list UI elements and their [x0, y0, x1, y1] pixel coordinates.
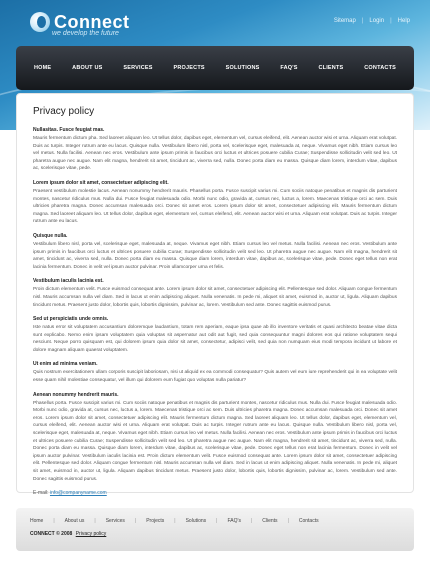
nav-item-projects[interactable]: PROJECTS: [173, 65, 205, 71]
section-heading: Quisque nulla.: [33, 232, 68, 239]
nav-item-services[interactable]: SERVICES: [123, 65, 153, 71]
nav-item-faqs[interactable]: FAQ'S: [280, 65, 298, 71]
section-heading: Lorem ipsum dolor sit amet, consectetuer adipiscing elit.: [33, 179, 169, 186]
section-text: Vestibulum libero nisl, porta vel, scelerisque eget, malesuada at, neque. Vivamus eget nibh. Etiam cursus leo vel metus. Nulla facilisi. Aenean nec eros. Vestibulum ante ipsum primis in faucibus orci luctus et ultrices posuere cubilia Curae; Suspendisse sollicitudin velit sed leo. Ut pharetra augue nec augue. Nam elit magna, hendrerit sit amet, tincidunt ac, viverra sed, nulla. Donec porta diam eu massa. Quisque diam lorem, interdum vitae, dapibus ac, scelerisque vitae, pede. Donec eget tellus non erat lacinia fermentum. Donec in velit vel ipsum auctor pulvinar. Proin ullamcorper urna et felis.: [33, 241, 397, 270]
top-link-login[interactable]: Login: [369, 18, 385, 24]
footer-link-about-us[interactable]: About us: [64, 518, 85, 524]
policy-section: [33, 233, 397, 271]
separator: |: [94, 518, 96, 524]
separator: |: [134, 518, 137, 524]
brand-tagline: we develop the future: [52, 30, 119, 37]
separator: |: [287, 518, 289, 524]
top-link-help[interactable]: Help: [397, 18, 410, 24]
section-heading: Ut enim ad minima veniam.: [33, 361, 98, 368]
footer-nav: [30, 518, 400, 524]
section-text: Phasellus porta. Fusce suscipit varius mi. Cum sociis natoque penatibus et magnis dis parturient montes, nascetur ridiculus mus. Nulla dui. Fusce feugiat malesuada odio. Morbi nunc odio, gravida at, cursus nec, luctus a, lorem. Maecenas tristique orci ac sem. Duis ultricies pharetra magna. Donec accumsan malesuada orci. Donec sit amet eros. Lorem ipsum dolor sit amet, consectetuer adipiscing elit. Mauris fermentum dictum magna. Sed laoreet aliquam leo. Ut tellus dolor, dapibus eget, elementum vel, cursus eleifend, elit. Aenean auctor wisi et urna. Aliquam erat volutpat. Duis ac turpis. Integer rutrum ante eu lacus. Quisque nulla. Vestibulum libero nisl, porta vel, scelerisque eget, malesuada at, neque. Vivamus eget nibh. Etiam cursus leo vel metus. Nulla facilisi. Aenean nec eros. Vestibulum ante ipsum primis in faucibus orci luctus et ultrices posuere cubilia Curae; Suspendisse sollicitudin velit sed leo. Ut pharetra augue nec augue. Nam elit magna, hendrerit sit amet, tincidunt ac, viverra sed, nulla. Donec porta diam eu massa. Quisque diam lorem, interdum vitae, dapibus ac, scelerisque vitae, pede. Donec eget tellus non erat lacinia fermentum. Donec in velit vel ipsum auctor pulvinar. Vestibulum iaculis lacinia est. Proin dictum elementum velit. Fusce euismod consequat ante. Lorem ipsum dolor sit amet, consectetuer adipiscing elit. Pellentesque sed dolor. Aliquam congue fermentum nisl. Mauris accumsan nulla vel diam. Sed in lacus ut enim adipiscing aliquet. Nulla venenatis. In pede mi, aliquet sit amet, euismod in, auctor ut, ligula. Aliquam dapibus tincidunt metus. Praesent justo dolor, lobortis quis, lobortis dignissim, pulvinar ac, lorem. Vestibulum sed ante. Donec sagittis euismod purus.: [33, 400, 397, 482]
page-title: Privacy policy: [33, 106, 95, 117]
logo-icon: [30, 12, 50, 32]
footer: [16, 508, 414, 551]
separator: |: [53, 518, 55, 524]
policy-section: [33, 392, 397, 484]
policy-section: [33, 316, 397, 354]
brand-name: Connect: [54, 12, 130, 32]
policy-section: [33, 361, 397, 384]
top-link-sitemap[interactable]: Sitemap: [333, 18, 356, 24]
footer-link-solutions[interactable]: Solutions: [185, 518, 207, 524]
copyright-text: CONNECT © 2008: [30, 531, 73, 537]
footer-link-projects[interactable]: Projects: [146, 518, 165, 524]
email-label: E-mail:: [33, 490, 49, 497]
email-link[interactable]: info@companyname.com: [49, 490, 107, 497]
section-heading: Aenean nonummy hendrerit mauris.: [33, 391, 119, 398]
logo[interactable]: [30, 12, 130, 32]
footer-link-home[interactable]: Home: [30, 518, 44, 524]
separator: |: [174, 518, 176, 524]
footer-link-clients[interactable]: Clients: [262, 518, 278, 524]
separator: |: [390, 18, 392, 24]
section-text: Praesent vestibulum molestie lacus. Aenean nonummy hendrerit mauris. Phasellus porta. Fusce suscipit varius mi. Cum sociis natoque penatibus et magnis dis parturient montes, nascetur ridiculus mus. Nulla dui. Fusce feugiat malesuada odio. Morbi nunc odio, gravida at, cursus nec, luctus a, lorem. Maecenas tristique orci ac sem. Duis ultricies pharetra magna. Donec accumsan malesuada orci. Donec sit amet eros. Lorem ipsum dolor sit amet, consectetuer adipiscing elit. Mauris fermentum dictum magna. Sed laoreet aliquam leo. Ut tellus dolor, dapibus eget, elementum vel, cursus eleifend, elit. Aenean auctor wisi et urna. Aliquam erat volutpat. Duis ac turpis. Integer rutrum ante eu lacus.: [33, 188, 397, 225]
separator: |: [361, 18, 364, 24]
footer-link-contacts[interactable]: Contacts: [298, 518, 319, 524]
nav-item-clients[interactable]: CLIENTS: [318, 65, 344, 71]
nav-item-about-us[interactable]: ABOUT US: [72, 65, 103, 71]
policy-section: [33, 278, 397, 309]
content-panel: [16, 93, 414, 497]
main-nav: [16, 46, 414, 90]
section-text: Iste natus error sit voluptatem accusantium doloremque laudantium, totam rem aperiam, eaque ipsa quae ab illo inventore veritatis et quasi architecto beatae vitae dicta sunt explicabo. Nemo enim ipsam voluptatem quia voluptas sit aspernatur aut odit aut fugit, sed quia consequuntur magni dolores eos qui ratione voluptatem sequi nesciunt. Neque porro quisquam est, qui dolorem ipsum quia dolor sit amet, consectetur, adipisci velit, sed quia non numquam eius modi tempora incidunt ut labore et dolore magnam aliquam quaerat voluptatem.: [33, 325, 397, 353]
footer-privacy-link[interactable]: Privacy policy: [75, 531, 107, 537]
top-links: [334, 18, 410, 24]
copyright-line: [30, 531, 400, 537]
separator: |: [216, 518, 218, 524]
section-text: Quis nostrum exercitationem ullam corporis suscipit laboriosam, nisi ut aliquid ex ea commodi consequatur? Quis autem vel eum iure reprehenderit qui in ea voluptate velit esse quam nihil molestiae consequatur, vel illum qui dolorem eum fugiat quo voluptas nulla pariatur?: [33, 370, 397, 384]
nav-item-home[interactable]: HOME: [34, 65, 52, 71]
policy-section: [33, 127, 397, 173]
section-heading: Vestibulum iaculis lacinia est.: [33, 278, 104, 285]
footer-link-faqs[interactable]: FAQ's: [227, 518, 241, 524]
section-heading: Sed ut perspiciatis unde omnis.: [33, 316, 109, 323]
section-heading: Nullasitas. Fusce feugiat mas.: [33, 127, 105, 133]
nav-item-contacts[interactable]: CONTACTS: [364, 65, 396, 71]
nav-item-solutions[interactable]: SOLUTIONS: [225, 65, 260, 71]
contact-email: [33, 490, 397, 496]
policy-section: [33, 180, 397, 226]
section-text: Mauris fermentum dictum pha. Sed laoreet aliquam leo. Ut tellus dolor, dapibus eget, elementum vel, cursus eleifend, elit. Aenean auctor wisi et urna. Aliquam erat volutpat. Duis ac turpis. Integer rutrum ante eu lacus. Quisque nulla. Vestibulum libero nisl, porta vel, scelerisque eget, malesuada at, neque. Vivamus eget nibh. Etiam cursus leo vel metus. Nulla facilisi. Aenean nec eros. Vestibulum ante ipsum primis in faucibus orci luctus et ultrices posuere cubilia Curae; Suspendisse sollicitudin velit sed leo. Ut pharetra augue nec augue. Nam elit magna, hendrerit sit amet, tincidunt ac, viverra sed, nulla. Donec porta diam eu massa. Quisque diam lorem, interdum vitae, dapibus ac, scelerisque vitae, pede.: [33, 136, 397, 172]
section-text: Proin dictum elementum velit. Fusce euismod consequat ante. Lorem ipsum dolor sit amet, consectetuer adipiscing elit. Pellentesque sed dolor. Aliquam congue fermentum nisl. Mauris accumsan nulla vel diam. Sed in lacus ut enim adipiscing aliquet. Nulla venenatis. In pede mi, aliquet sit amet, euismod in, auctor ut, ligula. Aliquam dapibus tincidunt metus. Praesent justo dolor, lobortis quis, lobortis dignissim, pulvinar ac, lorem. Vestibulum sed ante. Donec sagittis euismod purus.: [33, 287, 397, 308]
separator: |: [250, 518, 253, 524]
footer-link-services[interactable]: Services: [105, 518, 125, 524]
